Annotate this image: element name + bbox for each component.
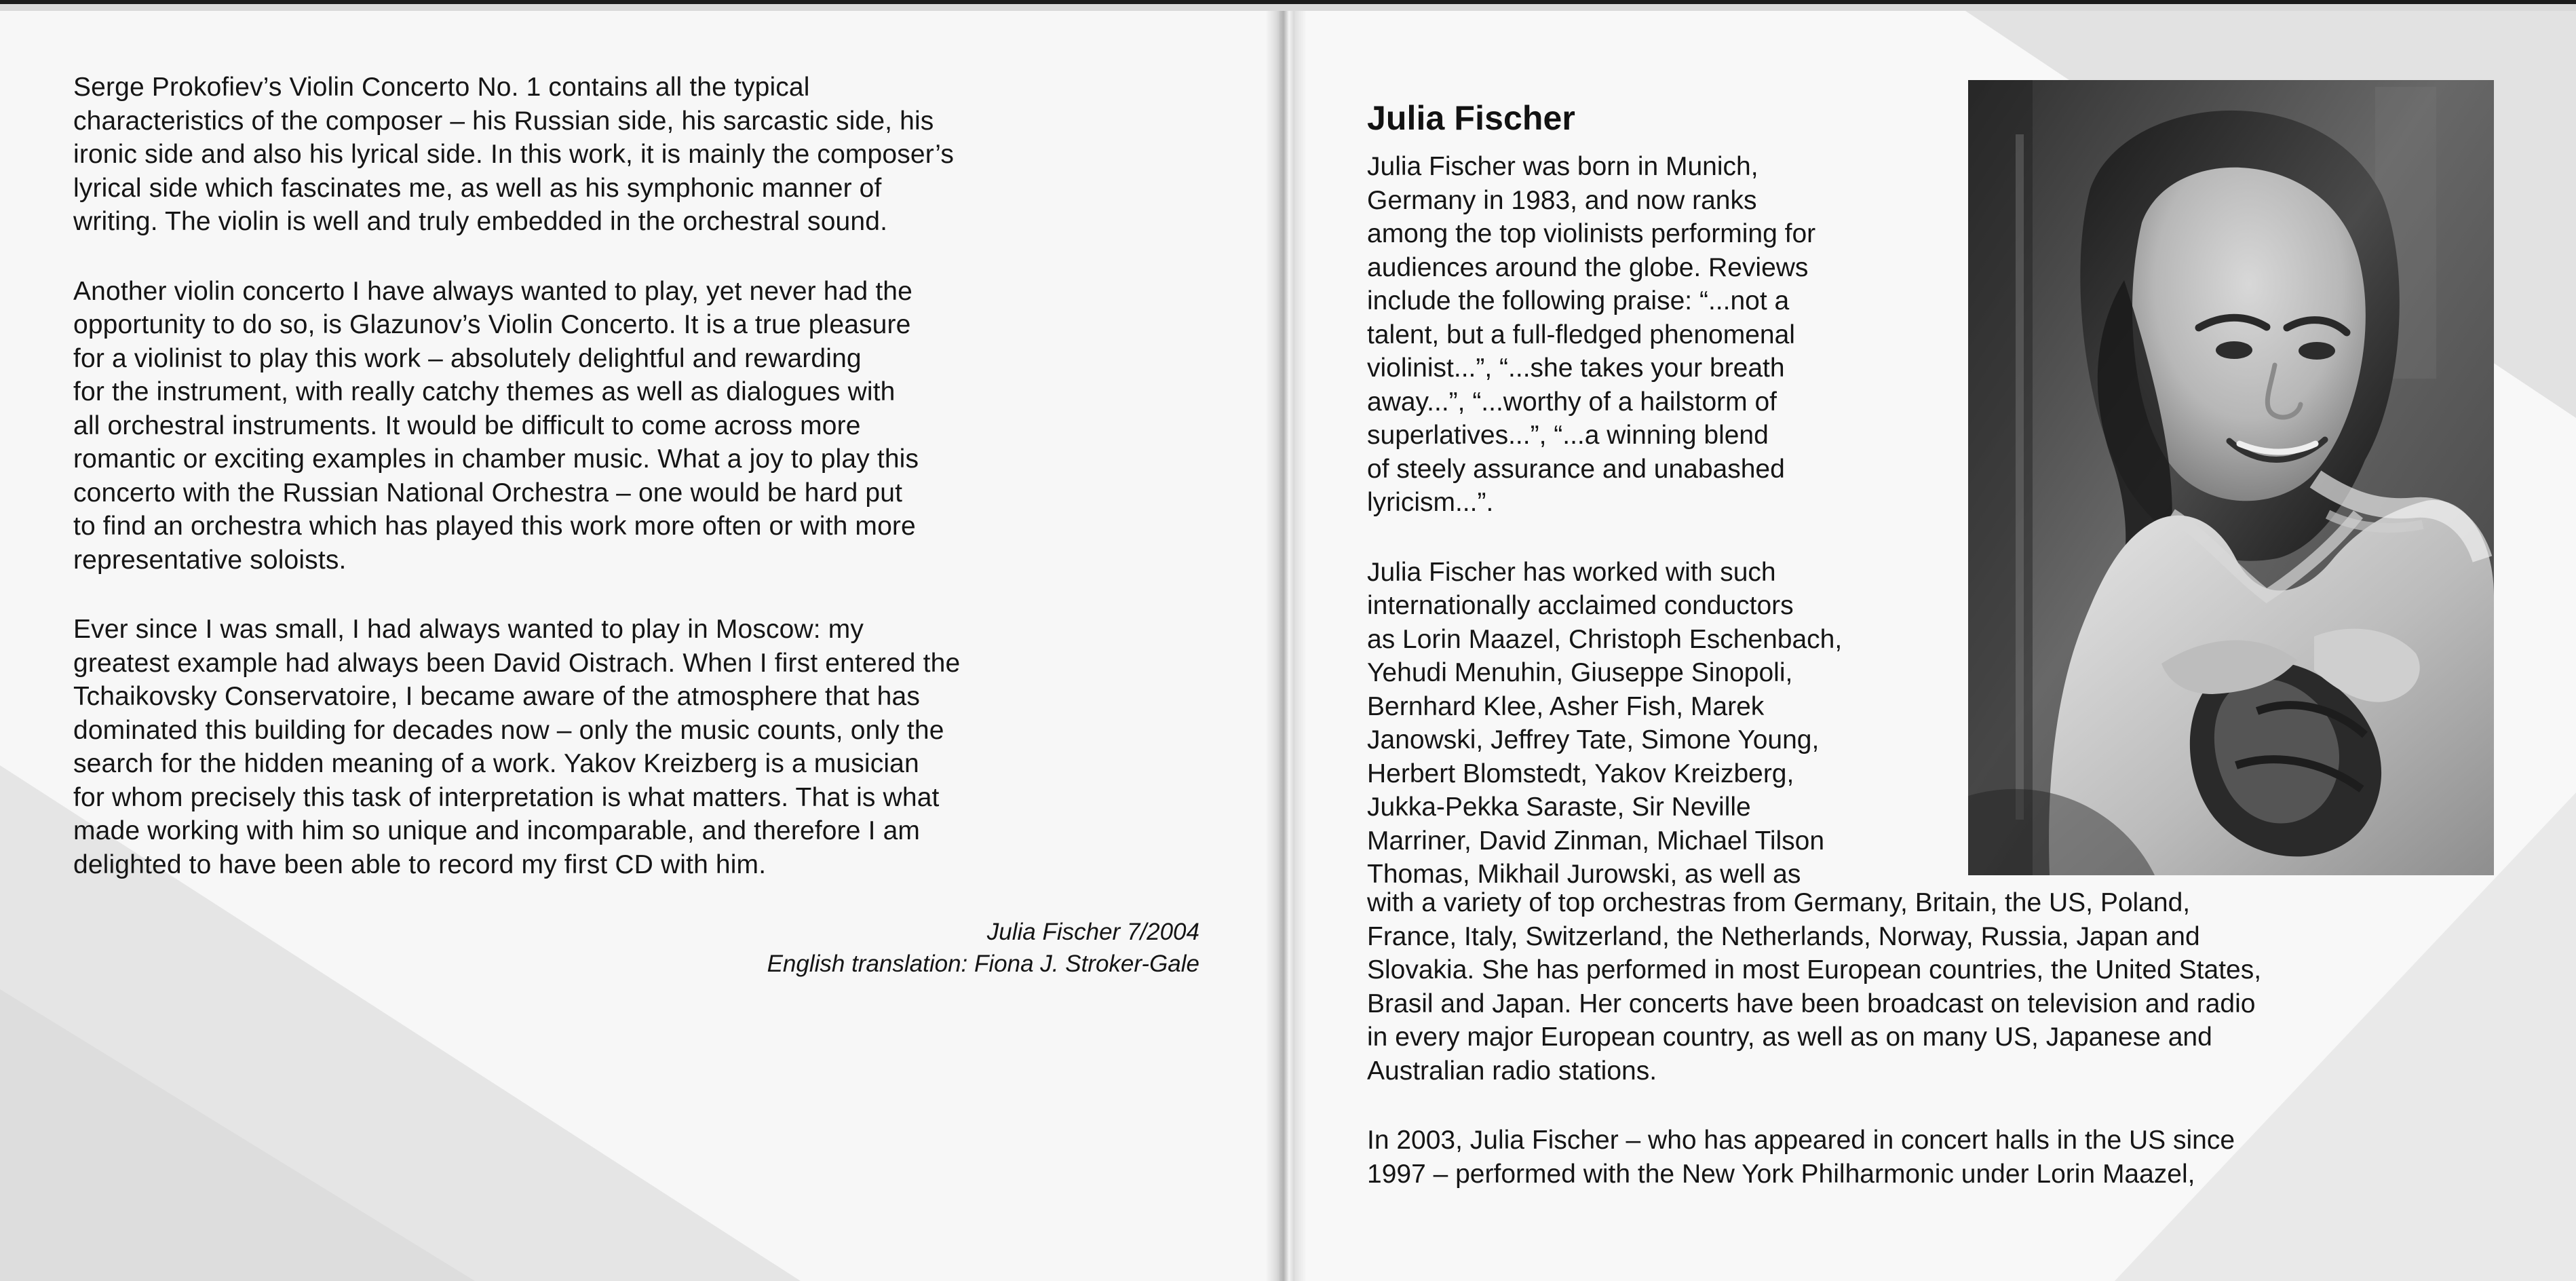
bio-narrow-column — [1367, 150, 1944, 928]
portrait-photo — [1968, 80, 2494, 875]
left-paragraph-1: Serge Prokofiev’s Violin Concerto No. 1 contains all the typical characteristics of the composer – his Russian side, his sarcastic side, his ironic side and also his lyrical side. In this work, it is mainly the composer’s lyrical side which fascinates me, as well as his symphonic manner of writing. The violin is well and truly embedded in the orchestral sound. — [73, 73, 955, 236]
top-edge — [0, 0, 2576, 11]
signature-line: Julia Fischer 7/2004 — [986, 919, 1199, 945]
bio-full-width-text — [1367, 886, 2480, 1227]
left-text-column — [73, 71, 1213, 917]
left-paragraph-2: Another violin concerto I have always wanted to play, yet never had the opportunity to do so, is Glazunov’s Violin Concerto. It is a true pleasure for a violinist to play this work – absolutely delightful and rewarding for the instrument, with really catchy themes as well as dialogues with all orchestral instruments. It would be difficult to come across more romantic or exciting examples in chamber music. What a joy to play this concerto with the Russian National Orchestra – one would be hard put to find an orchestra which has played this work more often or with more representative soloists. — [73, 276, 919, 575]
bio-paragraph-2: Julia Fischer has worked with such internationally acclaimed conductors as Lorin Maazel, Christoph Eschenbach, Yehudi Menuhin, Giuseppe Sinopoli, Bernhard Klee, Asher Fish, Marek Janowski, Jeffrey Tate, Simone Young, Herbert Blomstedt, Yakov Kreizberg, Jukka-Pekka Saraste, Sir Neville Marriner, David Zinman, Michael Tilson Thomas, Mikhail Jurowski, as well as — [1367, 557, 1843, 889]
left-booklet-page — [0, 11, 1280, 1281]
portrait-photo-icon — [1968, 80, 2494, 875]
left-paragraph-3: Ever since I was small, I had always wanted to play in Moscow: my greatest example had always been David Oistrach. When I first entered the Tchaikovsky Conservatoire, I became aware of the atmosphere that has dominated this building for decades now – only the music counts, only the search for the hidden meaning of a work. Yakov Kreizberg is a musician for whom precisely this task of interpretation is what matters. That is what made working with him so unique and incomparable, and therefore I am delighted to have been able to record my first CD with him. — [73, 615, 961, 879]
right-booklet-page — [1294, 11, 2576, 1281]
translation-credit: English translation: Fiona J. Stroker-Gale — [767, 951, 1199, 977]
bio-paragraph-1: Julia Fischer was born in Munich, Germany in 1983, and now ranks among the top violinists performing for audiences around the globe. Reviews include the following praise: “...not a talent, but a full-fledged phenomenal violinist...”, “...she takes your breath away...”, “...worthy of a hailstorm of superlatives...”, “...a winning blend of steely assurance and unabashed lyricism...”. — [1367, 152, 1816, 517]
signature-block — [521, 916, 1199, 980]
book-gutter — [1266, 11, 1307, 1281]
bio-paragraph-3: with a variety of top orchestras from Germany, Britain, the US, Poland, France, Italy, Switzerland, the Netherlands, Norway, Russia, Japan and Slovakia. She has performed in most European countries, the United States, Brasil and Japan. Her concerts have been broadcast on television and radio in every major European country, as well as on many US, Japanese and Australian radio stations. — [1367, 888, 2262, 1086]
section-title: Julia Fischer — [1367, 98, 1575, 137]
bio-paragraph-4: In 2003, Julia Fischer – who has appeared in concert halls in the US since 1997 – performed with the New York Philharmonic under Lorin Maazel, — [1367, 1126, 2235, 1189]
